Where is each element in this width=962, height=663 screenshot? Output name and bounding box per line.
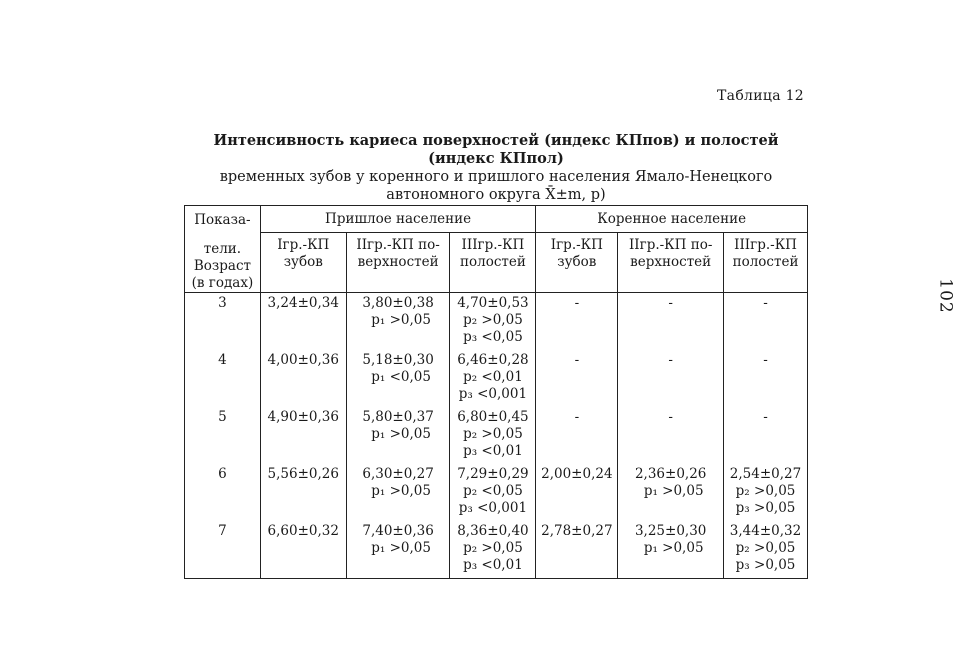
value-cell (260, 350, 346, 407)
header-age-line: Возраст (193, 258, 251, 274)
header-subcol-line: верхностей (630, 254, 712, 271)
page-number: 102 (935, 278, 956, 314)
cell-line: 5,80±0,37 (362, 409, 434, 425)
value-cell (724, 521, 808, 579)
cell-line: 5,18±0,30 (362, 352, 434, 368)
cell-line: p₁ >0,05 (371, 426, 431, 442)
value-cell (450, 350, 536, 407)
cell-line: - (574, 295, 580, 311)
cell-line: 3,44±0,32 (729, 523, 802, 539)
header-subcol-line: полостей (732, 254, 799, 271)
cell-line: 4,90±0,36 (267, 409, 339, 425)
age-cell: 3 (185, 293, 261, 351)
cell-line: 2,00±0,24 (541, 466, 613, 482)
cell-line: 5,56±0,26 (267, 466, 339, 482)
value-cell (618, 464, 724, 521)
value-cell (724, 350, 808, 407)
value-cell (536, 350, 618, 407)
cell-line: 3,24±0,34 (267, 295, 339, 311)
cell-line: 8,36±0,40 (457, 523, 529, 539)
cell-line: p₂ >0,05 (463, 426, 523, 442)
value-cell (260, 464, 346, 521)
value-cell (536, 293, 618, 351)
header-subcol (260, 233, 346, 293)
age-cell: 6 (185, 464, 261, 521)
header-newcomers: Пришлое население (260, 206, 536, 233)
value-cell (724, 464, 808, 521)
value-cell (536, 464, 618, 521)
cell-line: p₃ <0,001 (458, 500, 528, 516)
value-cell (618, 407, 724, 464)
cell-line: 7,40±0,36 (362, 523, 434, 539)
value-cell (618, 350, 724, 407)
cell-line: - (763, 409, 768, 425)
value-cell (724, 293, 808, 351)
cell-line: - (574, 409, 580, 425)
value-cell (618, 521, 724, 579)
age-cell: 7 (185, 521, 261, 579)
cell-line: p₁ >0,05 (643, 540, 704, 556)
header-subcol-line: IIгр.-КП по- (628, 237, 713, 254)
cell-line: p₁ <0,05 (371, 369, 431, 385)
header-subcol (724, 233, 808, 293)
caption-line-2: временных зубов у коренного и пришлого населения Ямало-Ненецкого (219, 169, 773, 185)
cell-line: - (668, 409, 673, 425)
value-cell (346, 293, 450, 351)
value-cell (450, 407, 536, 464)
age-cell: 4 (185, 350, 261, 407)
header-subcol-line: IIгр.-КП по- (356, 237, 440, 254)
header-subcol-line: IIIгр.-КП (734, 237, 797, 254)
cell-line: - (763, 352, 768, 368)
table-number: Таблица 12 (717, 88, 804, 104)
value-cell (260, 407, 346, 464)
cell-line: 4,70±0,53 (457, 295, 529, 311)
cell-line: 6,60±0,32 (267, 523, 339, 539)
header-subcol (346, 233, 450, 293)
cell-line: p₃ <0,05 (463, 329, 523, 345)
table-row (185, 350, 808, 407)
caries-intensity-table (184, 205, 808, 579)
cell-line: p₁ >0,05 (371, 540, 431, 556)
cell-line: 7,29±0,29 (457, 466, 529, 482)
cell-line: 6,30±0,27 (362, 466, 434, 482)
caption-line-1: Интенсивность кариеса поверхностей (индекс КПпов) и полостей (индекс КПпол) (213, 132, 779, 167)
header-subcol-line: Iгр.-КП (277, 237, 330, 254)
cell-line: p₃ <0,01 (463, 443, 523, 459)
value-cell (260, 293, 346, 351)
header-subcol-line: IIIгр.-КП (461, 237, 525, 254)
value-cell (346, 407, 450, 464)
header-age-line: (в годах) (191, 275, 254, 291)
cell-line: p₃ >0,05 (735, 500, 796, 516)
header-subcol-line: зубов (283, 254, 323, 271)
cell-line: p₃ <0,01 (463, 557, 523, 573)
value-cell (450, 464, 536, 521)
table-row (185, 293, 808, 351)
value-cell (346, 521, 450, 579)
caption-line-3: автономного округа X̄±m, p) (386, 187, 606, 203)
cell-line: p₃ <0,001 (458, 386, 528, 402)
cell-line: - (668, 352, 673, 368)
cell-line: 6,80±0,45 (457, 409, 529, 425)
header-subcol (536, 233, 618, 293)
cell-line: p₁ >0,05 (371, 312, 431, 328)
value-cell (450, 521, 536, 579)
value-cell (346, 464, 450, 521)
cell-line: 2,36±0,26 (634, 466, 707, 482)
header-subcol (450, 233, 536, 293)
header-subcol-line: Iгр.-КП (550, 237, 603, 254)
cell-line: 4,00±0,36 (267, 352, 339, 368)
header-indigenous: Коренное население (536, 206, 808, 233)
cell-line: - (574, 352, 580, 368)
value-cell (618, 293, 724, 351)
cell-line: p₁ >0,05 (371, 483, 431, 499)
cell-line: p₁ >0,05 (643, 483, 704, 499)
cell-line: - (763, 295, 768, 311)
value-cell (260, 521, 346, 579)
header-subcol-line: полостей (460, 254, 526, 271)
header-age (185, 206, 261, 293)
value-cell (450, 293, 536, 351)
cell-line: - (668, 295, 673, 311)
cell-line: p₂ >0,05 (463, 540, 523, 556)
table-caption (180, 132, 812, 204)
value-cell (724, 407, 808, 464)
cell-line: p₂ <0,05 (463, 483, 523, 499)
cell-line: p₂ <0,01 (463, 369, 523, 385)
value-cell (536, 407, 618, 464)
header-age-line: тели. (203, 241, 242, 257)
cell-line: 2,54±0,27 (729, 466, 802, 482)
cell-line: p₂ >0,05 (735, 483, 796, 499)
cell-line: 3,25±0,30 (634, 523, 707, 539)
cell-line: p₂ >0,05 (463, 312, 523, 328)
table-row (185, 521, 808, 579)
table-row (185, 407, 808, 464)
age-cell: 5 (185, 407, 261, 464)
table-row (185, 464, 808, 521)
cell-line: p₂ >0,05 (735, 540, 796, 556)
cell-line: 6,46±0,28 (457, 352, 529, 368)
header-subcol (618, 233, 724, 293)
cell-line: 2,78±0,27 (541, 523, 613, 539)
value-cell (346, 350, 450, 407)
cell-line: p₃ >0,05 (735, 557, 796, 573)
header-age-line: Показа- (194, 212, 251, 228)
header-subcol-line: зубов (557, 254, 597, 271)
header-subcol-line: верхностей (357, 254, 439, 271)
cell-line: 3,80±0,38 (362, 295, 434, 311)
value-cell (536, 521, 618, 579)
